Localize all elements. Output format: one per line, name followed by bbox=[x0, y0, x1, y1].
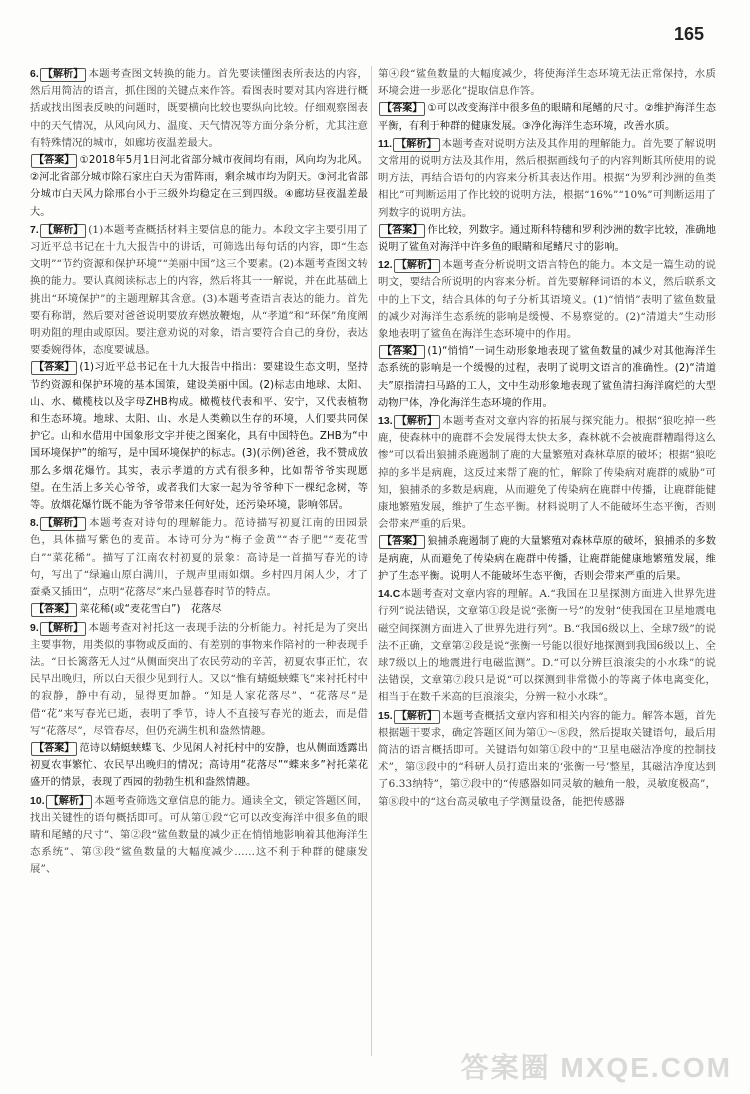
question-entry bbox=[30, 222, 368, 514]
analysis-text: (1)本题考查概括材料主要信息的能力。本段文字主要引用了习近平总书记在十九大报告中的讲话，可筛选出每句话的内容，即“生态文明”“节约资源和保护环境”“美丽中国”这三个要素。(2)本题考查图文转换的能力。要认真阅读标志上的内容，然后将其一一解说，并在此基础上挑出“环境保护”的主题理解其含意。(3)本题考查语言表达的能力。首先要有称谓，然后要对爸爸说明要放弃燃放鞭炮，从“孝道”和“环保”角度阐明劝阻的理由或原因。要注意劝说的对象，语言要符合自己的身份，表达要委婉得体，态度要诚恳。 bbox=[30, 223, 368, 357]
analysis-paragraph bbox=[30, 620, 368, 740]
question-entry bbox=[30, 620, 368, 792]
analysis-paragraph bbox=[30, 222, 368, 360]
analysis-text: 本题考查对衬托这一表现手法的分析能力。衬托是为了突出主要事物，用类似的事物或反面的、有差别的事物来作陪衬的一种表现手法。“日长篱落无人过”从侧面突出了农民劳动的辛苦，初夏农事正忙，农民早出晚归，所以白天很少见到行人。又以“惟有蜻蜓蛱蝶飞”来衬托村中的寂静，静中有动，显得更加静。“知是人家花落尽”、“花落尽”是借“花”来写春光已逝，表明了季节，诗人不直接写春光的逝去，而是借写“花落尽”，尽管春尽，但仍充满生机和盎然情趣。 bbox=[30, 621, 368, 737]
answer-tag: 【答案】 bbox=[31, 154, 77, 168]
question-number: 12. bbox=[378, 260, 393, 272]
question-number: 13. bbox=[378, 416, 393, 428]
analysis-tag: 【解析】 bbox=[394, 415, 440, 429]
question-entry bbox=[378, 413, 716, 585]
question-entry bbox=[378, 66, 716, 135]
analysis-paragraph bbox=[378, 257, 716, 343]
answer-text: 狼捕杀鹿遏制了鹿的大量繁殖对森林草原的破坏，狼捕杀的多数是病鹿，从而避免了传染病在鹿群中传播，让鹿群能健康地繁殖发展，维护了生态平衡。说明人不能破坏生态平衡，否则会带来严重的后果。 bbox=[378, 536, 716, 582]
answer-paragraph bbox=[378, 100, 716, 134]
answer-tag: 【答案】 bbox=[379, 102, 425, 116]
answer-text: ①可以改变海洋中很多鱼的眼睛和尾鳍的尺寸。②维护海洋生态平衡，有利于种群的健康发展。③净化海洋生态环境，改善水质。 bbox=[378, 103, 716, 132]
analysis-tag: 【解析】 bbox=[393, 138, 439, 152]
analysis-tag: 【解析】 bbox=[46, 795, 92, 809]
answer-text: ①2018年5月1日河北省部分城市夜间均有雨，风向均为北风。②河北省部分城市除石家庄白天为雷阵雨，剩余城市均为阴天。③河北省部分城市白天风力除邢台小于三级外均稳定在三到四级。④廊坊昼夜温差最大。 bbox=[30, 155, 368, 218]
column-divider bbox=[371, 66, 372, 1056]
question-number: 8. bbox=[30, 518, 39, 530]
analysis-tag: 【解析】 bbox=[40, 622, 86, 636]
question-number: 10. bbox=[30, 795, 45, 807]
answer-text: (1)习近平总书记在十九大报告中指出：要建设生态文明，坚持节约资源和保护环境的基本国策，建设美丽中国。(2)标志由地球、太阳、山、水、橄榄枝以及字母ZHB构成。橄榄枝代表和平、安宁，又代表植物和生态环境。地球、太阳、山、水是人类赖以生存的环境，人们要共同保护它。山和水借用中国象形文字并使之图案化，具有中国特色。ZHB为“中国环境保护”的缩写，是中国环境保护的标志。(3)(示例)爸爸，我不赞成放那么多烟花爆竹。其实，表示孝道的方式有很多种，比如帮爷爷实现愿望。在生活上多关心爷爷，或者我们大家一起为爷爷种下一棵纪念树，等等。放烟花爆竹既不能为爷爷带来任何好处，还污染环境，影响邻居。 bbox=[30, 362, 368, 512]
question-number: 14. bbox=[378, 589, 393, 601]
analysis-text: 本题考查对说明方法及其作用的理解能力。首先要了解说明文常用的说明方法及其作用，然后根据画线句子的内容判断其所使用的说明方法，再结合语句的内容来分析其表达作用。根据“为罗利沙洲的鱼类相比”可判断运用了作比较的说明方法，根据“16%”“10%”可判断运用了列数字的说明方法。 bbox=[378, 137, 716, 219]
analysis-tag: 【解析】 bbox=[40, 517, 86, 531]
question-entry bbox=[378, 586, 716, 706]
left-column bbox=[30, 66, 368, 880]
analysis-tag: C bbox=[392, 589, 401, 601]
analysis-paragraph bbox=[378, 708, 716, 811]
analysis-text: 本题考查对诗句的理解能力。范诗描写初夏江南的田园景色，具体描写紫色的麦苗。本诗可分为“梅子金黄”“杏子肥”“麦花雪白”“菜花稀”。描写了江南农村初夏的景象：高诗是一首描写春光的诗句，写出了“绿遍山原白满川，子规声里雨如烟。乡村四月闲人少，才了蚕桑又插田”，点明“花落尽”来凸显暮春时节的特点。 bbox=[30, 517, 368, 599]
right-column bbox=[378, 66, 716, 812]
analysis-text: 本题考查筛选文章信息的能力。通读全文，锁定答题区间，找出关键性的语句概括即可。可从第①段“它可以改变海洋中很多鱼的眼睛和尾鳍的尺寸”、第②段“鲨鱼数量的减少正在悄悄地影响着其他海洋生态系统”、第③段“鲨鱼数量的大幅度减少……这不利于种群的健康发展”、 bbox=[30, 794, 368, 876]
analysis-paragraph bbox=[378, 136, 716, 222]
analysis-paragraph bbox=[30, 66, 368, 152]
answer-tag: 【答案】 bbox=[31, 603, 77, 617]
answer-tag: 【答案】 bbox=[379, 224, 425, 238]
analysis-paragraph bbox=[30, 793, 368, 879]
answer-tag: 【答案】 bbox=[379, 535, 425, 549]
question-number: 15. bbox=[378, 710, 393, 722]
analysis-text: 本题考查概括文章内容和相关内容的能力。解答本题，首先根据题干要求，确定答题区间为第①～⑧段，然后提取关键语句，最后用简洁的语言概括即可。关键语句如第①段中的“卫星电磁洁净度的控制技术”，第③段中的“科研人员打造出来的‘张衡一号’整星，其磁洁净度达到了6.33纳特”，第⑦段中的“传感器如同灵敏的触角一般，灵敏度极高”，第⑧段中的“这台高灵敏电子学测量设备，能把传感器 bbox=[378, 709, 716, 808]
answer-text: (1)“悄悄”一词生动形象地表现了鲨鱼数量的减少对其他海洋生态系统的影响是一个缓慢的过程，表明了说明文语言的准确性。(2)“清道夫”原指清扫马路的工人，文中生动形象地表现了鲨鱼清扫海洋腐烂的大型动物尸体，净化海洋生态环境的作用。 bbox=[378, 346, 716, 409]
analysis-tag: 【解析】 bbox=[40, 68, 86, 82]
analysis-paragraph bbox=[30, 515, 368, 601]
answer-tag: 【答案】 bbox=[379, 345, 425, 359]
question-entry bbox=[378, 136, 716, 256]
analysis-tag: 【解析】 bbox=[40, 224, 86, 238]
analysis-paragraph bbox=[378, 413, 716, 533]
answer-paragraph bbox=[30, 601, 368, 618]
answer-tag: 【答案】 bbox=[31, 742, 77, 756]
question-entry bbox=[30, 66, 368, 221]
answer-tag: 【答案】 bbox=[31, 361, 77, 375]
watermark-logo: 答案圈 MXQE.COM bbox=[460, 1052, 732, 1083]
question-number: 11. bbox=[378, 138, 393, 150]
answer-paragraph bbox=[378, 222, 716, 256]
question-entry bbox=[30, 515, 368, 618]
page-number: 165 bbox=[673, 24, 704, 44]
analysis-paragraph bbox=[378, 586, 716, 706]
analysis-tag: 【解析】 bbox=[394, 710, 440, 724]
answer-text: 范诗以蜻蜓蛱蝶飞、少见闲人衬托村中的安静，也从侧面透露出初夏农事繁忙、农民早出晚归的情况；高诗用“花落尽”“蝶来多”衬托菜花盛开的情景，表现了西园的勃勃生机和盎然情趣。 bbox=[30, 742, 368, 789]
analysis-text: 第④段“鲨鱼数量的大幅度减少，将使海洋生态环境无法正常保持，水质环境会进一步恶化”提取信息作答。 bbox=[378, 68, 716, 98]
question-number: 6. bbox=[30, 69, 39, 80]
question-entry bbox=[30, 793, 368, 879]
answer-paragraph bbox=[30, 740, 368, 792]
answer-paragraph bbox=[30, 359, 368, 514]
analysis-paragraph bbox=[378, 66, 716, 100]
question-entry bbox=[378, 257, 716, 412]
question-entry bbox=[378, 708, 716, 811]
analysis-text: 本题考查分析说明文语言特色的能力。本文是一篇生动的说明文，要结合所说明的内容来分析。首先要解释词语的本义，然后联系文中的上下文，结合具体的句子分析其语境义。(1)“悄悄”表明了鲨鱼数量的减少对海洋生态系统的影响是缓慢、不易察觉的。(2)“清道夫”生动形象地表明了鲨鱼在海洋生态环境中的作用。 bbox=[378, 259, 716, 341]
answer-paragraph bbox=[378, 533, 716, 585]
analysis-text: 本题考查图文转换的能力。首先要读懂图表所表达的内容，然后用简洁的语言，抓住图的关键点来作答。看图表时要对其内容进行概括或找出图表反映的问题时，既要横向比较也要纵向比较。仔细观察图表中的天气情况，从风向风力、温度、天气情况等方面分条分析，尤其注意有特殊情况的城市，如廊坊夜温差最大。 bbox=[30, 68, 368, 149]
question-number: 7. bbox=[30, 224, 39, 236]
analysis-tag: 【解析】 bbox=[394, 259, 440, 273]
question-number: 9. bbox=[30, 622, 39, 634]
analysis-text: 本题考查对文章内容的理解。A.“我国在卫星探测方面进入世界先进行列”说法错误，文章第①段是说“张衡一号”的发射“使我国在卫星地震电磁空间探测方面进入了世界先进行列”。B.“我国6级以上、全球7级”的说法不正确，文章第②段是说“张衡一号能以很好地探测到我国6级以上、全球7级以上的地震进行电磁监测”。D.“可以分辨巨浪滚尖的小水珠”的说法错误，文章第⑦段只是说“可以探测到非常微小的等离子体电离变化，相当于在数千米高的巨浪滚尖，分辨一粒小水珠”。 bbox=[378, 588, 716, 704]
answer-text: 作比较，列数字。通过斯科特穗和罗利沙洲的数字比较，准确地说明了鲨鱼对海洋中许多鱼的眼睛和尾鳍尺寸的影响。 bbox=[378, 224, 716, 254]
answer-paragraph bbox=[378, 343, 716, 412]
answer-paragraph bbox=[30, 152, 368, 221]
answer-text: 菜花稀(或“麦花雪白”) 花落尽 bbox=[79, 604, 222, 616]
analysis-text: 本题考查对文章内容的拓展与探究能力。根据“狼吃掉一些鹿，使森林中的鹿群不会发展得太快太多，森林就不会被鹿群糟蹋得这么惨”可以看出狼捕杀鹿遏制了鹿的大量繁殖对森林草原的破坏；根据“狼吃掉的多半是病鹿，这反过来帮了鹿的忙，解除了传染病对鹿群的威胁”可知，狼捕杀的多数是病鹿，从而避免了传染病在鹿群中传播，让鹿群能健康地繁殖发展，维护了生态平衡。材料说明了人不能破坏生态平衡，否则会带来严重的后果。 bbox=[378, 415, 716, 531]
